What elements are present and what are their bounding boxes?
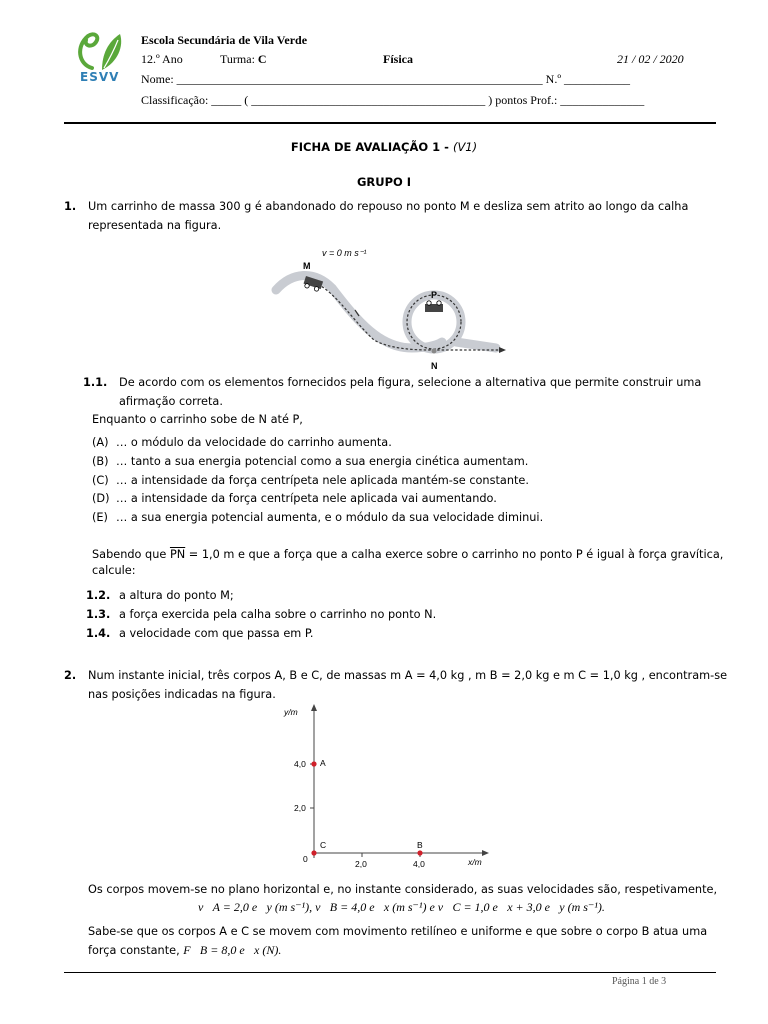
x-tick-label: 4,0 bbox=[413, 859, 425, 869]
fig-point-p: P bbox=[431, 290, 438, 300]
point-c bbox=[311, 850, 316, 855]
q2-line1: Num instante inicial, três corpos A, B e C, de massas m A = 4,0 kg , m B = 2,0 kg e m C = 1,0 kg , encontram-se bbox=[88, 669, 728, 682]
fig-point-m: M bbox=[303, 261, 311, 271]
q1-number: 1. bbox=[64, 200, 77, 213]
sub-text: a força exercida pela calha sobre o carrinho no ponto N. bbox=[119, 608, 437, 621]
y-tick-label: 2,0 bbox=[294, 803, 306, 813]
sub-number: 1.2. bbox=[86, 589, 111, 602]
option-e[interactable] bbox=[92, 511, 543, 524]
option-text: … a sua energia potencial aumenta, e o módulo da sua velocidade diminui. bbox=[116, 511, 544, 524]
sub-question-1-2 bbox=[86, 589, 234, 602]
sub-number: 1.3. bbox=[86, 608, 111, 621]
velocity-intro: Os corpos movem-se no plano horizontal e, no instante considerado, as suas velocidades são, respetivamente, bbox=[88, 883, 718, 896]
option-b[interactable] bbox=[92, 455, 528, 468]
fig-v-label: v = 0 m s⁻¹ bbox=[322, 248, 367, 258]
q1-text: Um carrinho de massa 300 g é abandonado do repouso no ponto M e desliza sem atrito ao longo da calha representada na figura. bbox=[88, 200, 689, 232]
force-pre: força constante, bbox=[88, 944, 180, 957]
given-pre: Sabendo que bbox=[92, 548, 167, 561]
option-text: … tanto a sua energia potencial como a sua energia cinética aumentam. bbox=[116, 455, 529, 468]
q11-number: 1.1. bbox=[83, 376, 108, 389]
x-tick-label: 2,0 bbox=[355, 859, 367, 869]
q2-number: 2. bbox=[64, 669, 77, 682]
force-line2 bbox=[88, 941, 281, 960]
option-text: … a intensidade da força centrípeta nele aplicada vai aumentando. bbox=[116, 492, 497, 505]
doc-title bbox=[0, 140, 768, 154]
logo-text: ESVV bbox=[80, 70, 120, 84]
subject-label: Física bbox=[383, 52, 413, 66]
given-pn: $\overline{PN}$ bbox=[169, 548, 186, 561]
sub-question-1-4 bbox=[86, 627, 314, 640]
title-text: FICHA DE AVALIAÇÃO 1 - bbox=[290, 140, 449, 154]
graph-xlabel: x/m bbox=[468, 857, 482, 867]
grade-line: Classificação: _____ ( _______________________________________ ) pontos Prof.: ______________ bbox=[141, 93, 645, 107]
option-text: … o módulo da velocidade do carrinho aumenta. bbox=[116, 436, 392, 449]
given-line2: calcule: bbox=[92, 564, 136, 577]
option-key: (E) bbox=[92, 511, 108, 524]
option-a[interactable] bbox=[92, 436, 392, 449]
class-label: Turma: bbox=[220, 52, 255, 66]
header-divider bbox=[64, 122, 716, 124]
point-label-b: B bbox=[417, 840, 423, 850]
point-label-a: A bbox=[320, 758, 326, 768]
point-a bbox=[311, 761, 316, 766]
name-line: Nome: _____________________________________________________________ N.º ___________ bbox=[141, 72, 631, 86]
q11-text: De acordo com os elementos fornecidos pela figura, selecione a alternativa que permite construir uma afirmação correta. bbox=[119, 376, 702, 408]
year-label: 12.º Ano bbox=[141, 52, 183, 66]
q11-stem: Enquanto o carrinho sobe de N até P, bbox=[92, 413, 303, 426]
position-graph bbox=[280, 700, 500, 870]
sub-text: a altura do ponto M; bbox=[119, 589, 234, 602]
force-line1: Sabe-se que os corpos A e C se movem com movimento retilíneo e uniforme e que sobre o corpo B atua uma bbox=[88, 925, 708, 938]
fig-point-n: N bbox=[431, 361, 438, 371]
page-number: Página 1 de 3 bbox=[612, 976, 667, 987]
track-figure bbox=[270, 244, 510, 374]
option-key: (C) bbox=[92, 474, 109, 487]
class-info bbox=[220, 52, 267, 67]
sub-text: a velocidade com que passa em P. bbox=[119, 627, 314, 640]
footer-divider bbox=[64, 972, 716, 973]
class-value: C bbox=[257, 52, 267, 66]
option-d[interactable] bbox=[92, 492, 497, 505]
option-key: (D) bbox=[92, 492, 110, 505]
q2-line2: nas posições indicadas na figura. bbox=[88, 688, 276, 701]
sub-number: 1.4. bbox=[86, 627, 111, 640]
force-formula: F⃗B = 8,0 e⃗x (N). bbox=[183, 943, 282, 957]
y-tick-label: 4,0 bbox=[294, 759, 306, 769]
given-post: = 1,0 m e que a força que a calha exerce sobre o carrinho no ponto P é igual à força gravítica, bbox=[188, 548, 724, 561]
title-version: (V1) bbox=[452, 140, 478, 154]
velocity-formula: v⃗A = 2,0 e⃗y (m s⁻¹), v⃗B = 4,0 e⃗x (m s⁻¹) e v⃗C = 1,0 e⃗x + 3,0 e⃗y (m s⁻¹). bbox=[198, 900, 605, 914]
option-key: (A) bbox=[92, 436, 109, 449]
point-label-c: C bbox=[320, 840, 327, 850]
date-label: 21 / 02 / 2020 bbox=[617, 52, 684, 66]
option-c[interactable] bbox=[92, 474, 529, 487]
given-line1 bbox=[92, 545, 723, 564]
sub-question-1-3 bbox=[86, 608, 436, 621]
graph-ylabel: y/m bbox=[284, 707, 298, 717]
point-b bbox=[417, 850, 422, 855]
option-text: … a intensidade da força centrípeta nele aplicada mantém-se constante. bbox=[116, 474, 529, 487]
school-logo bbox=[72, 28, 132, 86]
graph-origin: 0 bbox=[303, 854, 308, 864]
school-name: Escola Secundária de Vila Verde bbox=[141, 33, 308, 47]
option-key: (B) bbox=[92, 455, 109, 468]
group-title: GRUPO I bbox=[356, 175, 412, 189]
